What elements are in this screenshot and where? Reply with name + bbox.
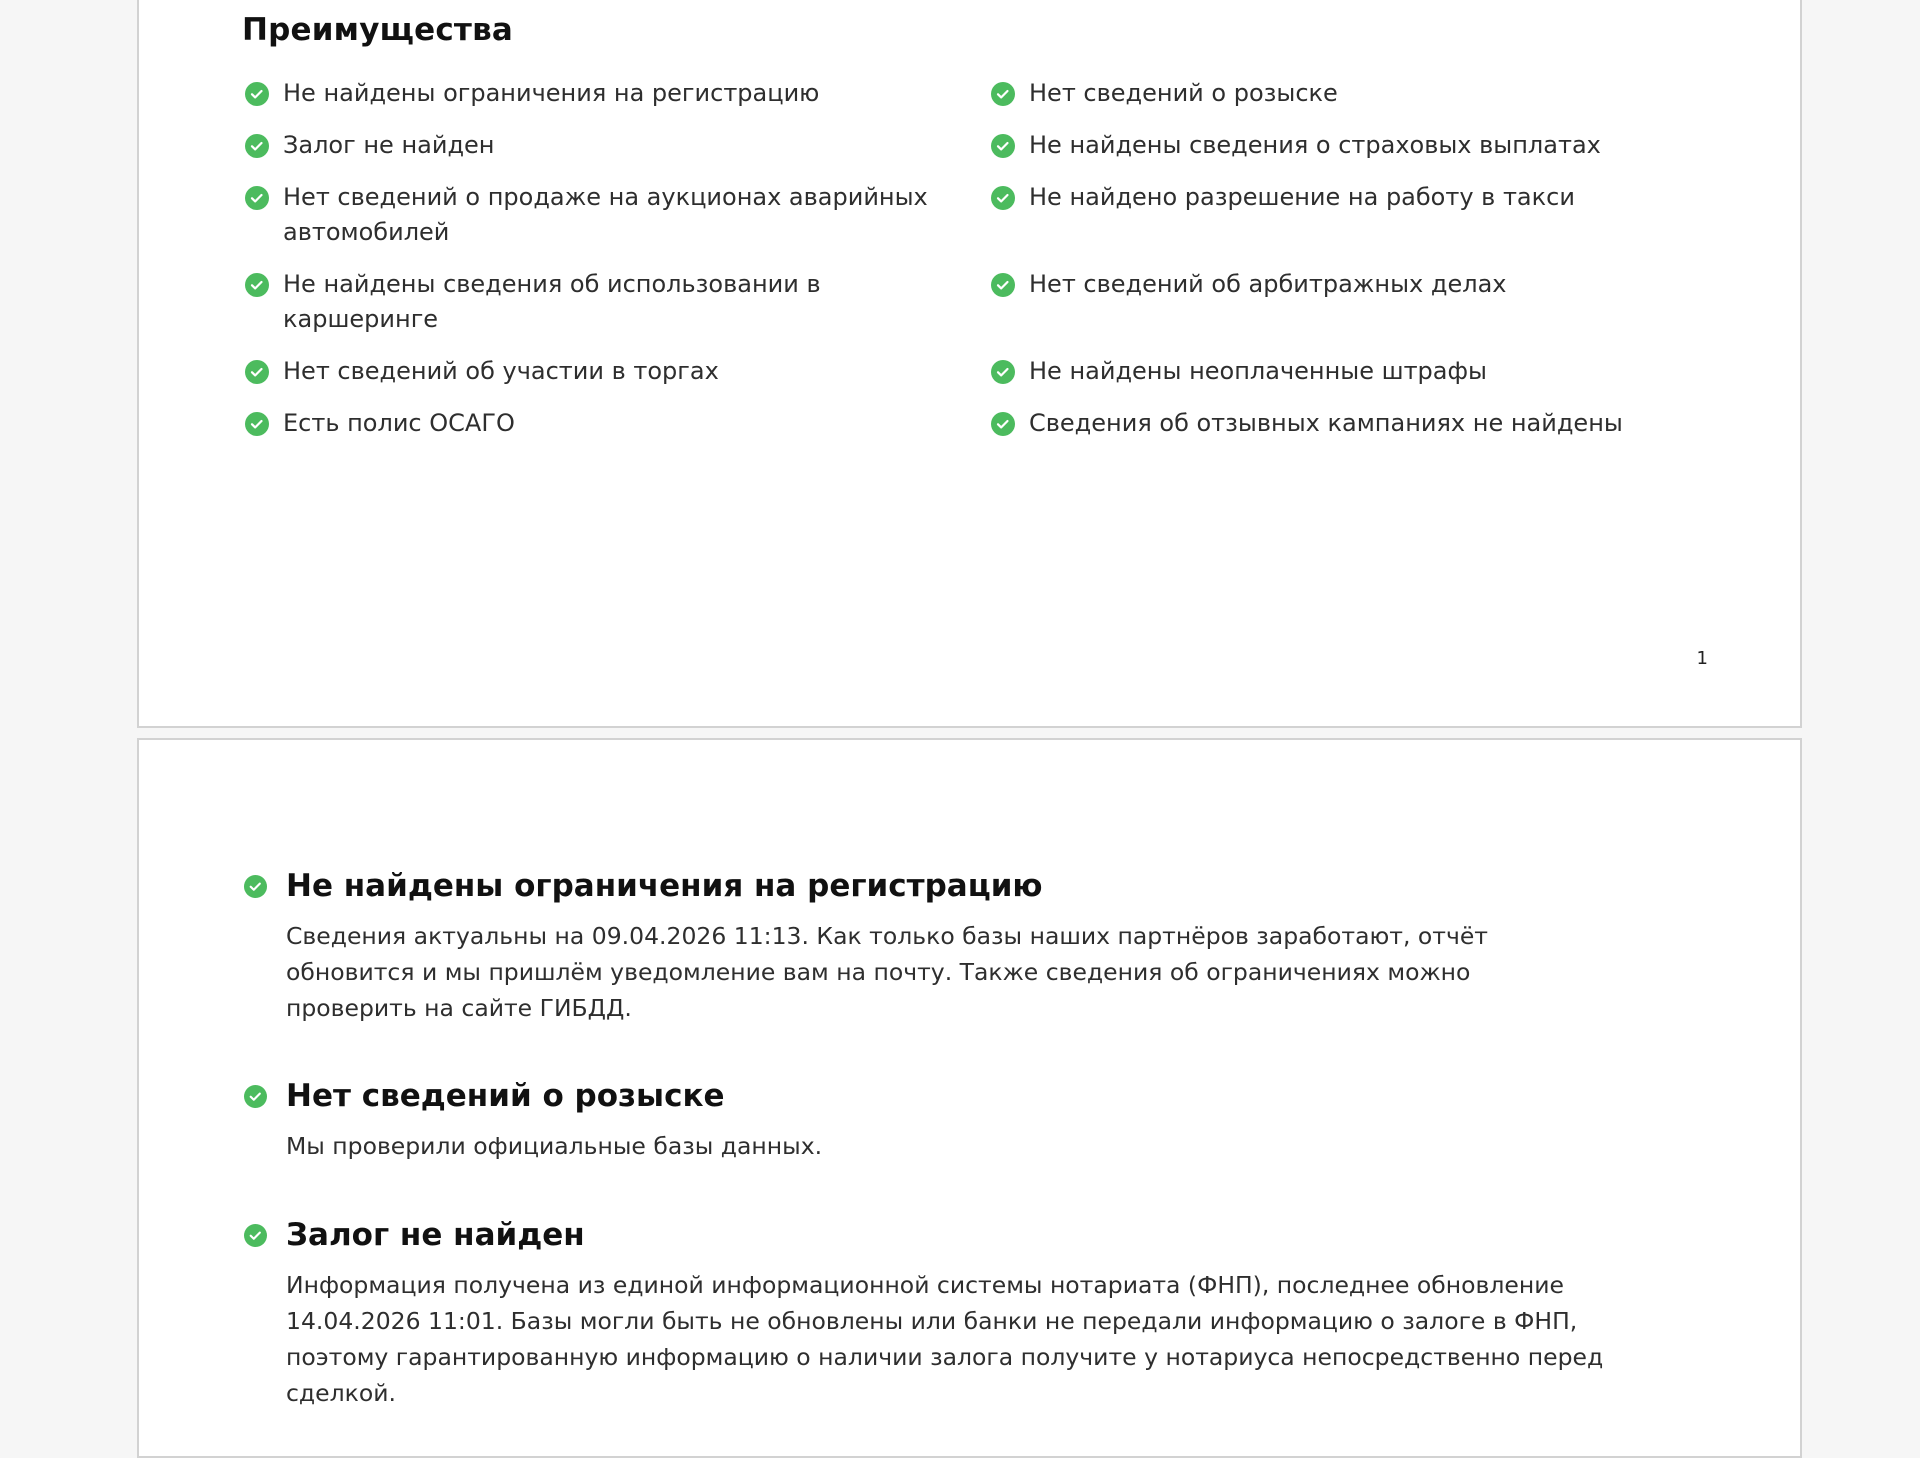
check-circle-icon (991, 412, 1015, 436)
check-circle-icon (991, 82, 1015, 106)
detail-section (242, 1215, 1642, 1411)
check-circle-icon (991, 134, 1015, 158)
detail-section (242, 1076, 1642, 1164)
advantage-item (988, 180, 1748, 215)
detail-heading (242, 866, 1642, 906)
advantage-label: Не найдены неоплаченные штрафы (1029, 357, 1487, 385)
check-circle-icon (991, 273, 1015, 297)
advantage-label: Не найдены ограничения на регистрацию (283, 79, 820, 107)
check-circle-icon (245, 82, 269, 106)
advantage-label: Нет сведений о продаже на аукционах аварийных автомобилей (283, 183, 928, 246)
detail-body: Информация получена из единой информационной системы нотариата (ФНП), последнее обновление 14.04.2026 11:01. Базы могли быть не обновлены или банки не передали информацию о залоге в ФНП, поэтому гарантированную информацию о наличии залога получите у нотариуса непосредственно перед сделкой. (286, 1271, 1604, 1407)
check-circle-icon (245, 273, 269, 297)
advantage-item (242, 354, 942, 389)
detail-heading (242, 1076, 1642, 1116)
advantage-item (988, 76, 1748, 111)
advantage-item (988, 406, 1748, 441)
check-circle-icon (244, 875, 267, 898)
check-circle-icon (245, 134, 269, 158)
advantage-item (988, 267, 1748, 302)
check-circle-icon (991, 186, 1015, 210)
advantage-label: Нет сведений об арбитражных делах (1029, 270, 1507, 298)
advantage-item (988, 354, 1748, 389)
advantage-label: Не найдено разрешение на работу в такси (1029, 183, 1575, 211)
advantage-label: Сведения об отзывных кампаниях не найдены (1029, 409, 1623, 437)
report-page-1 (137, 0, 1802, 728)
detail-section (242, 866, 1642, 1026)
check-circle-icon (244, 1085, 267, 1108)
advantage-label: Не найдены сведения об использовании в каршеринге (283, 270, 821, 333)
check-circle-icon (244, 1224, 267, 1247)
check-circle-icon (245, 412, 269, 436)
detail-heading (242, 1215, 1642, 1255)
detail-body: Мы проверили официальные базы данных. (286, 1132, 823, 1160)
detail-body: Сведения актуальны на 09.04.2026 11:13. Как только базы наших партнёров заработают, отчёт обновится и мы пришлём уведомление вам на почту. Также сведения об ограничениях можно проверить на сайте ГИБДД. (286, 922, 1488, 1022)
detail-title: Не найдены ограничения на регистрацию (286, 868, 1043, 904)
advantages-list-right (988, 76, 1748, 458)
detail-title: Нет сведений о розыске (286, 1078, 725, 1114)
advantage-item (988, 128, 1748, 163)
advantage-label: Нет сведений о розыске (1029, 79, 1338, 107)
report-page-2 (137, 738, 1802, 1458)
page-number: 1 (1696, 648, 1708, 669)
detail-title: Залог не найден (286, 1217, 585, 1253)
advantage-item (242, 180, 963, 250)
advantages-list-left (242, 76, 942, 458)
advantage-item (242, 76, 942, 111)
advantage-item (242, 267, 883, 337)
check-circle-icon (245, 360, 269, 384)
check-circle-icon (991, 360, 1015, 384)
advantage-label: Залог не найден (283, 131, 495, 159)
advantages-heading: Преимущества (242, 12, 514, 48)
check-circle-icon (245, 186, 269, 210)
advantage-label: Не найдены сведения о страховых выплатах (1029, 131, 1601, 159)
advantage-item (242, 128, 942, 163)
advantage-label: Есть полис ОСАГО (283, 409, 515, 437)
advantage-item (242, 406, 942, 441)
advantage-label: Нет сведений об участии в торгах (283, 357, 719, 385)
